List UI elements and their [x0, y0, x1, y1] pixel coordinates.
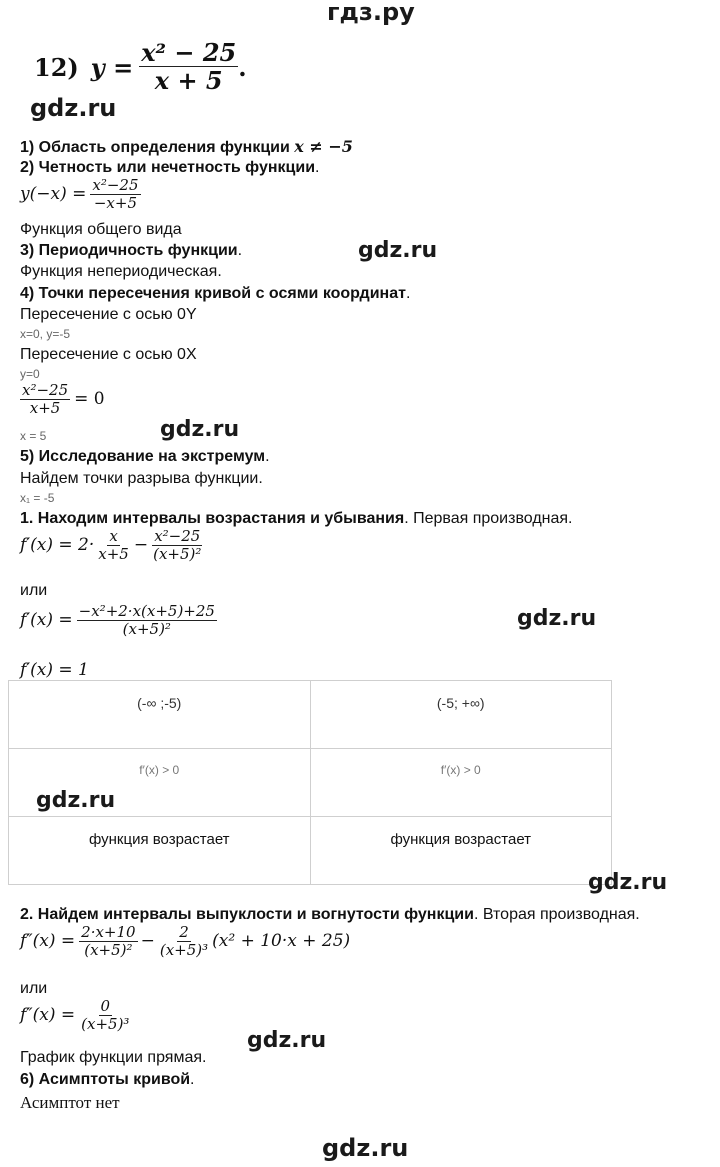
equation-rhs: = 0 — [74, 389, 105, 410]
heading-bold: 1. Находим интервалы возрастания и убывания — [20, 510, 405, 527]
problem-denominator: x + 5 — [154, 66, 223, 96]
section-parity — [20, 159, 320, 177]
section-extremum — [20, 448, 270, 466]
periodicity-note: Функция непериодическая. — [20, 263, 222, 280]
sign-cell: f′(x) > 0 — [310, 749, 612, 817]
watermark: gdz.ru — [160, 417, 240, 442]
punct: . — [315, 159, 320, 176]
fraction-numerator: x²−25 — [154, 527, 201, 545]
oy-intersection-value: x=0, y=-5 — [20, 327, 71, 341]
behaviour-cell: функция возрастает — [9, 817, 311, 885]
domain-condition: x ≠ −5 — [294, 137, 353, 156]
heading-bold: 2. Найдем интервалы выпуклости и вогнутости функции — [20, 906, 474, 923]
parity-note: Функция общего вида — [20, 221, 182, 238]
or-label: или — [20, 582, 48, 599]
interval-cell: (-∞ ;-5) — [9, 681, 311, 749]
ox-intersection-label: Пересечение с осью 0X — [20, 346, 197, 363]
problem-lhs: y = — [90, 52, 134, 82]
behaviour-cell: функция возрастает — [310, 817, 612, 885]
section-periodicity — [20, 242, 242, 260]
minus-sign: − — [140, 931, 155, 952]
fraction-denominator: (x+5)³ — [81, 1014, 130, 1033]
fraction-denominator: (x+5)² — [153, 544, 202, 563]
second-derivative-simplified — [20, 998, 131, 1033]
section-domain-label: 1) Область определения функции — [20, 139, 295, 156]
watermark: gdz.ru — [517, 606, 597, 631]
table-row — [9, 817, 612, 885]
ox-intersection-value: y=0 — [20, 367, 40, 381]
watermark: gdz.ru — [30, 94, 117, 122]
extremum-note: Найдем точки разрыва функции. — [20, 470, 263, 487]
formula-fraction — [90, 177, 140, 212]
section-asymptotes-label: 6) Асимптоты кривой — [20, 1071, 191, 1088]
interval-cell: (-5; +∞) — [310, 681, 612, 749]
second-derivative-heading — [20, 906, 640, 924]
parity-formula — [20, 177, 141, 212]
problem-fraction — [139, 40, 238, 95]
problem-dot: . — [238, 52, 247, 82]
formula-fraction-2 — [158, 924, 210, 959]
fraction-numerator: 2 — [179, 923, 189, 941]
watermark: gdz.ru — [36, 788, 116, 813]
second-derivative-formula — [20, 924, 350, 959]
fraction-numerator: 0 — [100, 997, 111, 1015]
section-parity-label: 2) Четность или нечетность функции — [20, 159, 316, 176]
formula-fraction — [79, 998, 131, 1033]
equation-fraction — [20, 382, 70, 417]
watermark: gdz.ru — [358, 238, 438, 263]
formula-lhs: f″(x) = — [20, 1005, 76, 1026]
problem-number: 12) — [34, 52, 79, 82]
oy-intersection-label: Пересечение с осью 0Y — [20, 306, 197, 323]
fraction-denominator: (x+5)³ — [159, 940, 209, 959]
discontinuity-point: x₁ = -5 — [20, 491, 55, 505]
first-derivative-simplified — [20, 603, 217, 638]
fraction-numerator: x²−25 — [92, 176, 139, 194]
first-derivative-heading — [20, 510, 573, 528]
watermark-top: гдз.ру — [327, 0, 415, 26]
fraction-numerator: x²−25 — [22, 381, 69, 399]
punct: . — [405, 285, 411, 302]
minus-sign: − — [133, 535, 149, 556]
asymptotes-note: Асимптот нет — [20, 1093, 120, 1112]
problem-statement — [34, 40, 247, 95]
sign-table — [8, 680, 612, 885]
formula-lhs: f′(x) = — [20, 610, 73, 631]
watermark: gdz.ru — [247, 1028, 327, 1053]
fraction-numerator: x — [109, 527, 118, 545]
section-extremum-label: 5) Исследование на экстремум — [20, 448, 266, 465]
heading-rest: . Первая производная. — [404, 510, 573, 527]
fraction-numerator: 2·x+10 — [81, 923, 136, 941]
formula-lhs: y(−x) = — [20, 184, 87, 205]
watermark-bottom: gdz.ru — [322, 1134, 409, 1162]
punct: . — [237, 242, 243, 259]
fraction-denominator: (x+5)² — [84, 940, 133, 959]
formula-fraction-1 — [96, 528, 131, 563]
formula-tail: (x² + 10·x + 25) — [212, 931, 351, 952]
fraction-numerator: −x²+2·x(x+5)+25 — [78, 602, 215, 620]
table-row — [9, 681, 612, 749]
watermark: gdz.ru — [588, 870, 668, 895]
problem-numerator: x² − 25 — [141, 38, 237, 67]
ox-equation — [20, 382, 105, 417]
section-asymptotes — [20, 1071, 195, 1089]
fraction-denominator: −x+5 — [93, 193, 137, 212]
ox-root: x = 5 — [20, 429, 47, 443]
section-intersections — [20, 285, 410, 303]
graph-note: График функции прямая. — [20, 1049, 207, 1066]
punct: . — [190, 1071, 195, 1088]
fraction-denominator: (x+5)² — [122, 619, 171, 638]
or-label: или — [20, 980, 48, 997]
first-derivative-result: f′(x) = 1 — [20, 660, 89, 680]
formula-lhs: f″(x) = — [20, 931, 76, 952]
first-derivative-formula — [20, 528, 203, 563]
punct: . — [265, 448, 270, 465]
section-domain — [20, 137, 353, 157]
heading-rest: . Вторая производная. — [473, 906, 640, 923]
formula-fraction-1 — [79, 924, 137, 959]
formula-fraction — [77, 603, 217, 638]
fraction-denominator: x+5 — [98, 544, 129, 563]
formula-fraction-2 — [151, 528, 203, 563]
fraction-denominator: x+5 — [29, 398, 61, 417]
formula-lhs: f′(x) = 2· — [20, 535, 95, 556]
sign-cell: f′(x) > 0 — [9, 749, 311, 817]
section-periodicity-label: 3) Периодичность функции — [20, 242, 238, 259]
section-intersections-label: 4) Точки пересечения кривой с осями координат — [20, 285, 406, 302]
